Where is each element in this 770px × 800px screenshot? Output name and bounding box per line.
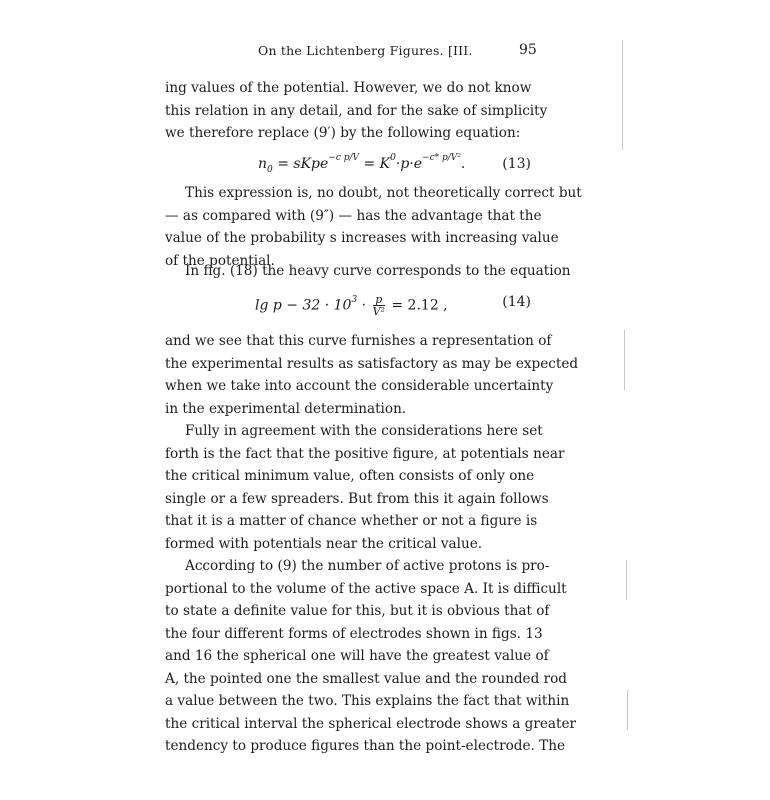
scan-edge-mark [624,330,625,390]
eq14-dot: · [357,297,371,314]
text-line: ing values of the potential. However, we do not know [165,80,532,96]
eq13-lhs: n [258,156,268,172]
equation-14-number: (14) [502,294,531,310]
text-line: in the experimental determination. [165,400,407,417]
equation-13-formula [258,153,466,175]
eq13-mid2: = K [359,156,391,172]
equation-13-number: (13) [502,156,531,172]
eq14-rhs: = 2.12 , [386,297,448,314]
paragraph-2 [165,182,582,272]
eq13-k-sup: 0 [390,153,396,163]
text-line: the four different forms of electrodes shown in figs. 13 [165,625,543,642]
eq13-lhs-sub: 0 [267,164,273,175]
text-line: single or a few spreaders. But from this it again follows [165,490,549,507]
text-line: In fig. (18) the heavy curve corresponds to the equation [185,263,571,279]
eq14-numerator: p [373,294,385,306]
text-line: portional to the volume of the active space A. It is difficult [165,580,567,597]
text-line: when we take into account the considerable uncertainty [165,378,554,394]
eq13-exp2: −c* p/V² [422,153,461,163]
eq14-denominator: V² [372,305,385,318]
paragraph-1 [165,77,548,145]
text-line: of the potential. [165,252,275,269]
eq14-lhs: lg p − 32 · 10 [255,297,352,314]
equation-14-formula [255,294,448,317]
scan-edge-mark [627,690,628,730]
page-number: 95 [519,42,537,58]
running-title: On the Lichtenberg Figures. [III. [258,43,473,58]
equation-14 [165,288,531,322]
text-line: This expression is, no doubt, not theoretically correct but [185,185,582,201]
eq13-tail: . [460,156,466,172]
equation-13 [165,150,531,180]
text-line: the critical minimum value, often consists of only one [165,468,535,484]
text-line: we therefore replace (9′) by the following equation: [165,125,521,141]
text-line: the experimental results as satisfactory as may be expected [165,355,579,372]
text-line: and we see that this curve furnishes a representation of [165,333,552,349]
text-line: a value between the two. This explains the fact that within [165,693,570,709]
text-line: forth is the fact that the positive figure, at potentials near [165,445,565,462]
text-line: that it is a matter of chance whether or not a figure is [165,513,538,529]
page-header [0,43,770,63]
text-line: — as compared with (9″) — has the advantage that the [165,207,542,224]
text-line: A, the pointed one the smallest value and the rounded rod [165,670,567,687]
text-line: to state a definite value for this, but it is obvious that of [165,603,550,619]
paragraph-6 [165,555,576,758]
paragraph-3 [165,260,571,283]
scan-edge-mark [626,560,627,600]
eq13-exp1: −c p/V [328,153,360,163]
paragraph-4 [165,330,579,420]
text-line: formed with potentials near the critical value. [165,535,483,552]
paragraph-5 [165,420,565,555]
text-line: value of the probability s increases with increasing value [165,230,559,246]
eq14-fraction [373,294,385,317]
text-line: and 16 the spherical one will have the greatest value of [165,648,549,664]
eq13-mid3: ·p·e [395,156,423,172]
eq13-mid1: = sKpe [272,156,329,172]
text-line: According to (9) the number of active protons is pro- [185,558,550,574]
text-line: this relation in any detail, and for the sake of simplicity [165,102,548,119]
scan-edge-mark [622,40,623,150]
text-line: tendency to produce figures than the point-electrode. The [165,738,566,754]
text-line: the critical interval the spherical electrode shows a greater [165,715,576,732]
text-line: Fully in agreement with the considerations here set [185,423,543,439]
eq14-exp: 3 [351,294,358,305]
